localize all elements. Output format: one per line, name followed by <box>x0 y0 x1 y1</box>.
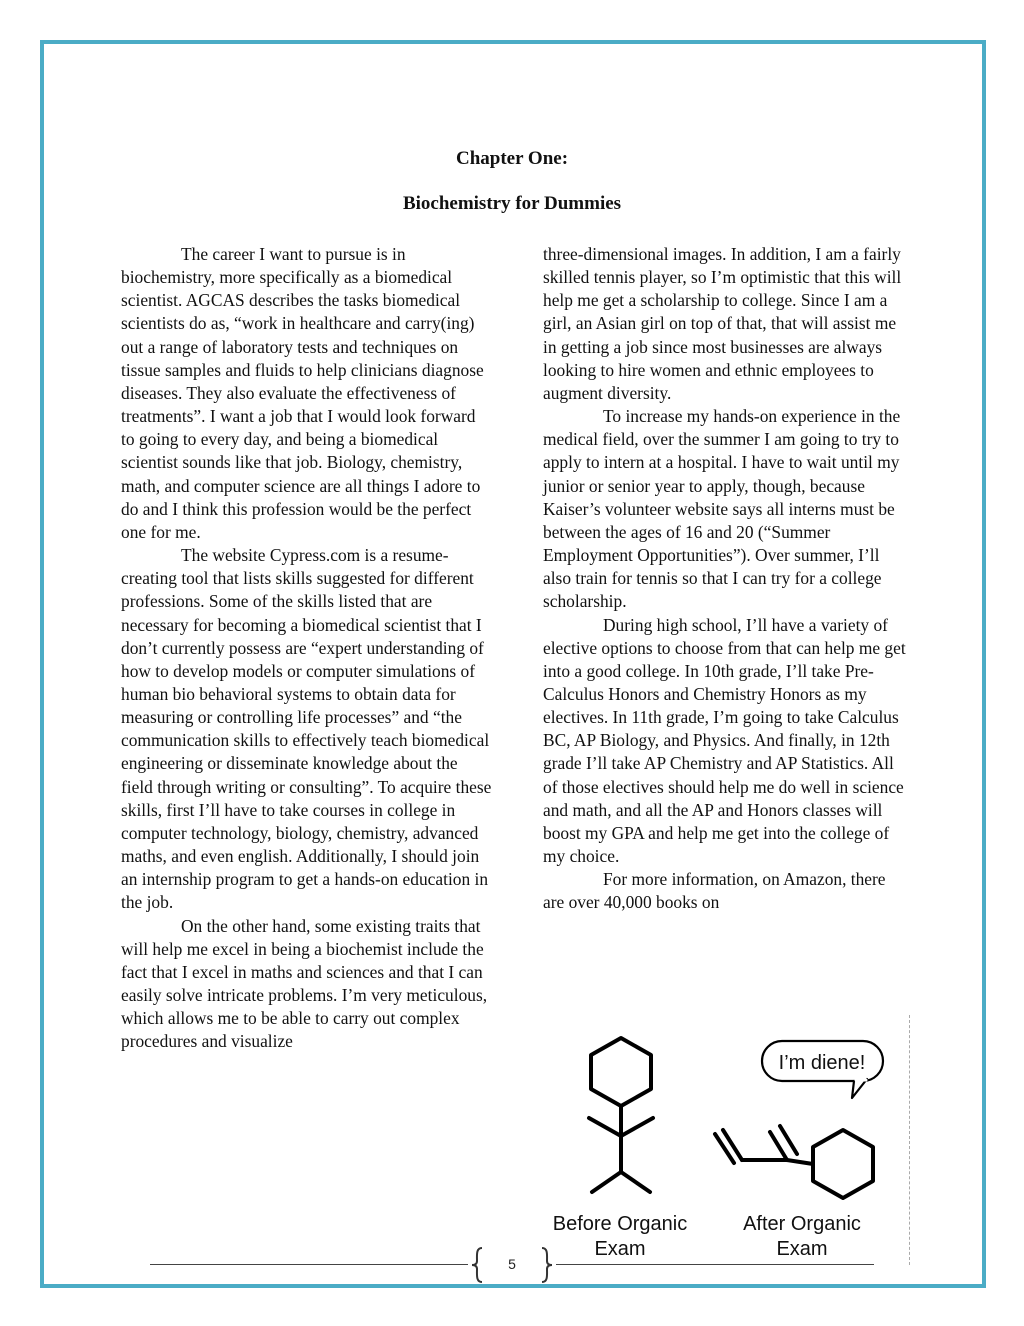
after-label-line2: Exam <box>776 1238 828 1260</box>
paragraph: The career I want to pursue is in biochemistry, more specifically as a biomedical scientist. AGCAS describes the tasks biomedical scientists do as, “work in healthcare and carry(ing) out a range of laboratory tests and techniques on tissue samples and fluids to help clinicians diagnose diseases. They also evaluate the effectiveness of treatments”. I want a job that I would look forward to going to every day, and being a biomedical scientist sounds like that job. Biology, chemistry, math, and computer science are all things I adore to do and I think this profession would be the perfect one for me. <box>121 244 484 542</box>
speech-text: I’m diene! <box>778 1052 866 1074</box>
paragraph: On the other hand, some existing traits that will help me excel in being a biochemist include the fact that I excel in maths and sciences and that I can easily solve intricate problems. I’m very meticulous, which allows me to be able to carry out complex procedures and visualize <box>121 915 488 1052</box>
left-column <box>121 243 493 1053</box>
meme-drawing <box>540 1012 910 1267</box>
paragraph: The website Cypress.com is a resume-creating tool that lists skills suggested for different professions. Some of the skills listed that are necessary for becoming a biomedical scientist that I don’t currently possess are “expert understanding of how to develop models or computer simulations of human bio behavioral systems to obtain data for measuring or controlling life processes” and “the communication skills to effectively teach biomedical engineering or disseminate knowledge about the field through writing or consulting”. To acquire these skills, first I’ll have to take courses in college in computer technology, biology, chemistry, advanced maths, and even english. Additionally, I should join an internship program to get a hands-on education in the job. <box>121 545 492 913</box>
paragraph: During high school, I’ll have a variety of elective options to choose from that can help me get into a good college. In 10th grade, I’ll take Pre-Calculus Honors and Chemistry Honors as my electives. In 11th grade, I’m going to take Calculus BC, AP Biology, and Physics. And finally, in 12th grade I’ll take AP Chemistry and AP Statistics. All of those electives should help me do well in science and math, and all the AP and Honors classes will boost my GPA and help me get into the college of my choice. <box>543 614 906 867</box>
paragraph: three-dimensional images. In addition, I am a fairly skilled tennis player, so I’m optimistic that this will help me get a scholarship to college. Since I am a girl, an Asian girl on top of that, that will assist me in getting a job since most businesses are always looking to hire women and ethnic employees to augment diversity. <box>543 244 902 403</box>
before-label-line1: Before Organic <box>552 1213 688 1235</box>
cyclohexane-head <box>591 1038 651 1106</box>
page-number-text: 5 <box>508 1256 516 1272</box>
chapter-heading: Chapter One: <box>455 148 569 169</box>
after-label-line1: After Organic <box>743 1213 861 1235</box>
paragraph: For more information, on Amazon, there are over 40,000 books on <box>543 869 886 913</box>
cyclohexane-ring <box>813 1130 873 1198</box>
before-label-line2: Exam <box>594 1238 646 1260</box>
right-column <box>543 243 908 915</box>
footer-rule-left <box>150 1264 468 1265</box>
chapter-subtitle: Biochemistry for Dummies <box>402 193 622 214</box>
footer-rule-right <box>556 1264 874 1265</box>
paragraph: To increase my hands-on experience in the medical field, over the summer I am going to try to apply to intern at a hospital. I have to wait until my junior or senior year to apply, though, because Kaiser’s volunteer website says all interns must be between the ages of 16 and 20 (“Summer Employment Opportunities”). Over summer, I’ll also train for tennis so that I can try for a college scholarship. <box>543 406 901 612</box>
meme-divider <box>909 1015 910 1265</box>
page-number <box>470 1247 554 1283</box>
organic-chemistry-meme <box>540 1012 910 1267</box>
